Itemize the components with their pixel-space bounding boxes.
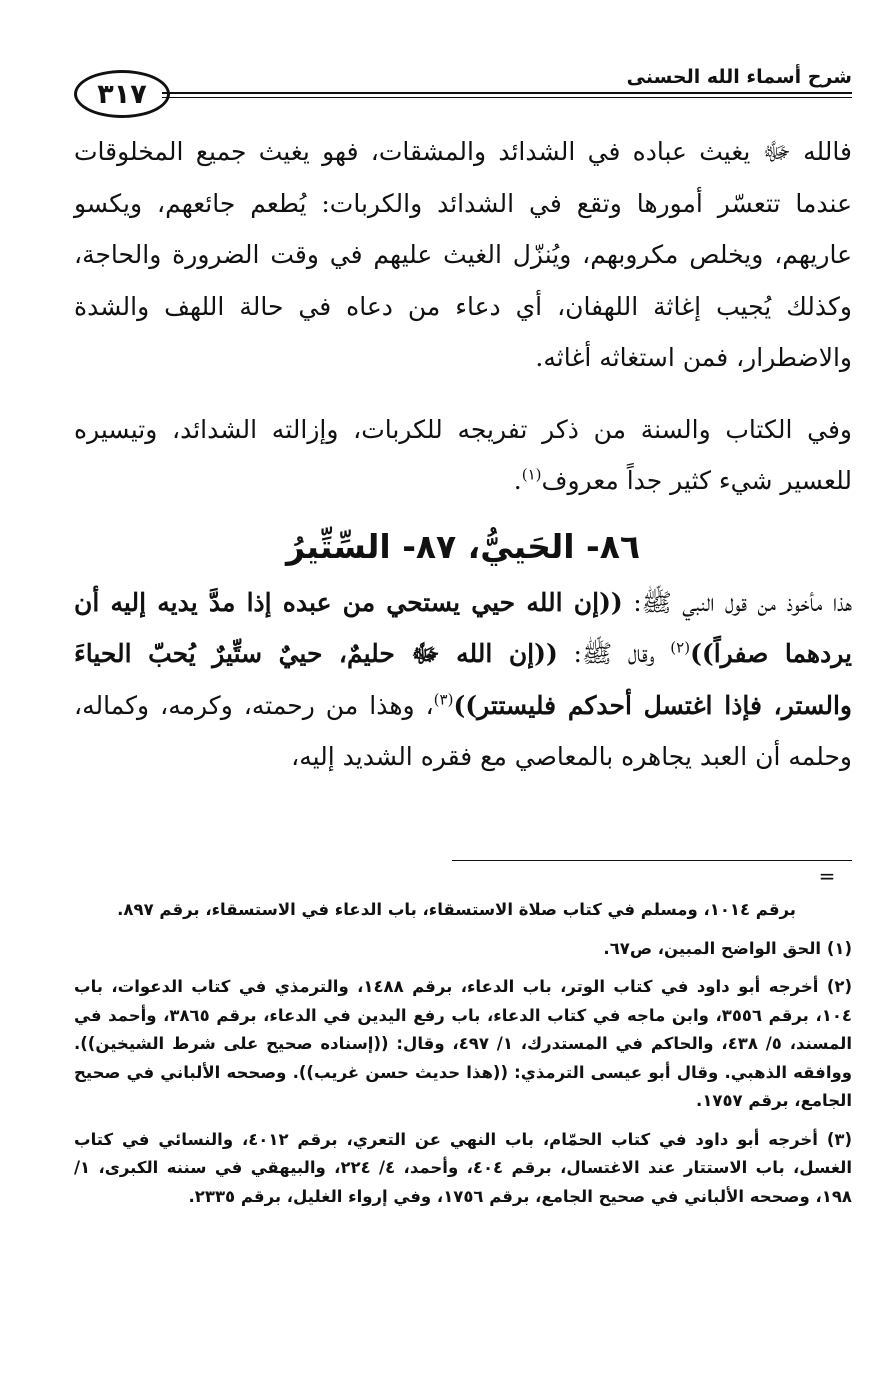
footnote-ref-3: (٣) [433, 690, 454, 709]
header-rule-top [162, 92, 852, 94]
paragraph-1: فالله ﷻ يغيث عباده في الشدائد والمشقات، فهو يغيث جميع المخلوقات عندما تتعسّر أمورها وتقع في الشدائد والكربات: يُطعم جائعهم، ويكسو عاريهم، ويخلص مكروبهم، ويُنزّل الغيث عليهم في وقت الضرورة والحاجة، وكذلك يُجيب إغاثة اللهفان، أي دعاء من دعاه في حالة اللهف والشدة والاضطرار، فمن استغاثه أغاثه. [74, 137, 852, 372]
running-title: شرح أسماء الله الحسنى [626, 66, 852, 88]
paragraph-3 [74, 577, 852, 783]
paragraph-2-text: وفي الكتاب والسنة من ذكر تفريجه للكربات، وإزالته الشدائد، وتيسيره للعسير شيء كثير جداً معروف [74, 414, 852, 495]
continuation-mark: = [818, 864, 836, 888]
footnote-2: (٢) أخرجه أبو داود في كتاب الوتر، باب الدعاء، برقم ١٤٨٨، والترمذي في كتاب الدعوات، باب ١٠٤، برقم ٣٥٥٦، وابن ماجه في كتاب الدعاء، باب رفع اليدين في الدعاء، برقم ٣٨٦٥، وأحمد في المسند، ٥/ ٤٣٨، والحاكم في المستدرك، ١/ ٤٩٧، وقال: ((إسناده صحيح على شرط الشيخين)). ووافقه الذهبي. وقال أبو عيسى الترمذي: ((هذا حديث حسن غريب)). وصححه الألباني في صحيح الجامع، برقم ١٧٥٧. [74, 977, 852, 1110]
footnotes [74, 896, 852, 1221]
page-number-oval [74, 70, 170, 118]
footnote-1: (١) الحق الواضح المبين، ص٦٧. [603, 938, 852, 958]
header-rule-bottom [162, 97, 852, 98]
footnote-3: (٣) أخرجه أبو داود في كتاب الحمّام، باب النهي عن التعري، برقم ٤٠١٢، والنسائي في كتاب الغسل، باب الاستتار عند الاغتسال، برقم ٤٠٤، وأحمد، ٤/ ٢٢٤، والبيهقي في سننه الكبرى، ١/ ١٩٨، وصححه الألباني في صحيح الجامع، برقم ١٧٥٦، وفي إرواء الغليل، برقم ٢٣٣٥. [74, 1129, 852, 1206]
section-heading: ٨٦- الحَييُّ، ٨٧- السِّتِّيرُ [285, 526, 641, 566]
hadith-quote-2: ((إن الله ﷻ حليمٌ، حييٌ ستِّيرٌ يُحبّ الحياءَ والستر، فإذا اغتسل أحدكم فليستتر)) [74, 639, 853, 720]
footnote-ref-2: (٢) [670, 638, 691, 657]
footnote-continuation: برقم ١٠١٤، ومسلم في كتاب صلاة الاستسقاء، باب الدعاء في الاستسقاء، برقم ٨٩٧. [117, 900, 796, 919]
hadith-quote-1: ((إن الله حيي يستحي من عبده إذا مدَّ يديه إليه أن يردهما صفراً)) [74, 587, 852, 668]
footnote-separator [452, 860, 852, 861]
page-number: ٣١٧ [97, 78, 147, 110]
paragraph-3-end: ، وهذا من رحمته، وكرمه، وكماله، وحلمه أن العبد يجاهره بالمعاصي مع فقره الشديد إليه، [74, 690, 852, 771]
paragraph-3-mid: وقال ﷺ: [557, 639, 671, 668]
paragraph-2 [74, 404, 852, 507]
page-header [74, 62, 852, 122]
paragraph-2-end: . [513, 466, 522, 495]
footnote-ref-1: (١) [521, 465, 542, 484]
main-text [74, 126, 852, 783]
paragraph-3-intro: هذا مأخوذ من قول النبي ﷺ: [622, 587, 852, 617]
